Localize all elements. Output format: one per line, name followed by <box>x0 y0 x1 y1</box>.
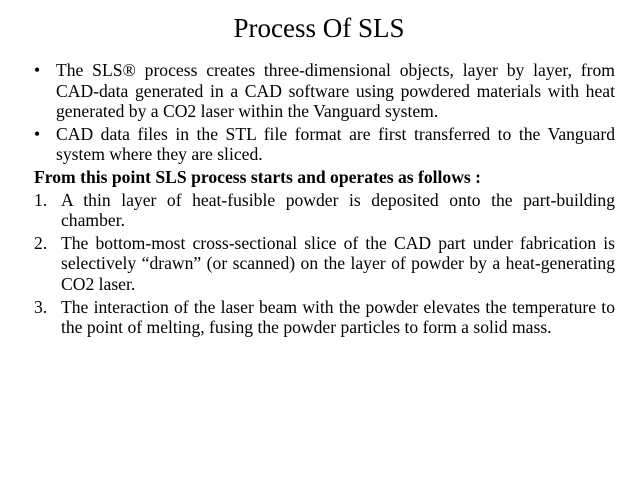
step-number: 3. <box>34 296 48 317</box>
numbered-step <box>34 297 615 338</box>
slide-title: Process Of SLS <box>233 13 405 43</box>
step-text: A thin layer of heat-fusible powder is deposited onto the part-building chamber. <box>61 189 615 231</box>
section-heading: From this point SLS process starts and operates as follows : <box>34 166 482 187</box>
numbered-step <box>34 190 615 231</box>
step-text: The bottom-most cross-sectional slice of the CAD part under fabrication is selectively “drawn” (or scanned) on the layer of powder by a heat-generating CO2 laser. <box>61 232 615 294</box>
step-number: 2. <box>34 232 48 253</box>
bullet-text: The SLS® process creates three-dimensional objects, layer by layer, from CAD-data generated in a CAD software using powdered materials with heat generated by a CO2 laser within the Vanguard system. <box>56 60 615 122</box>
step-number: 1. <box>34 189 48 210</box>
numbered-step <box>34 233 615 295</box>
step-text: The interaction of the laser beam with the powder elevates the temperature to the point of melting, fusing the powder particles to form a solid mass. <box>61 296 615 338</box>
bullet-text: CAD data files in the STL file format are first transferred to the Vanguard system where they are sliced. <box>56 123 615 165</box>
slide-body <box>34 60 615 340</box>
bullet-marker: • <box>34 60 41 80</box>
bullet-item <box>34 124 615 165</box>
bullet-marker: • <box>34 123 41 144</box>
bullet-item <box>34 60 615 122</box>
